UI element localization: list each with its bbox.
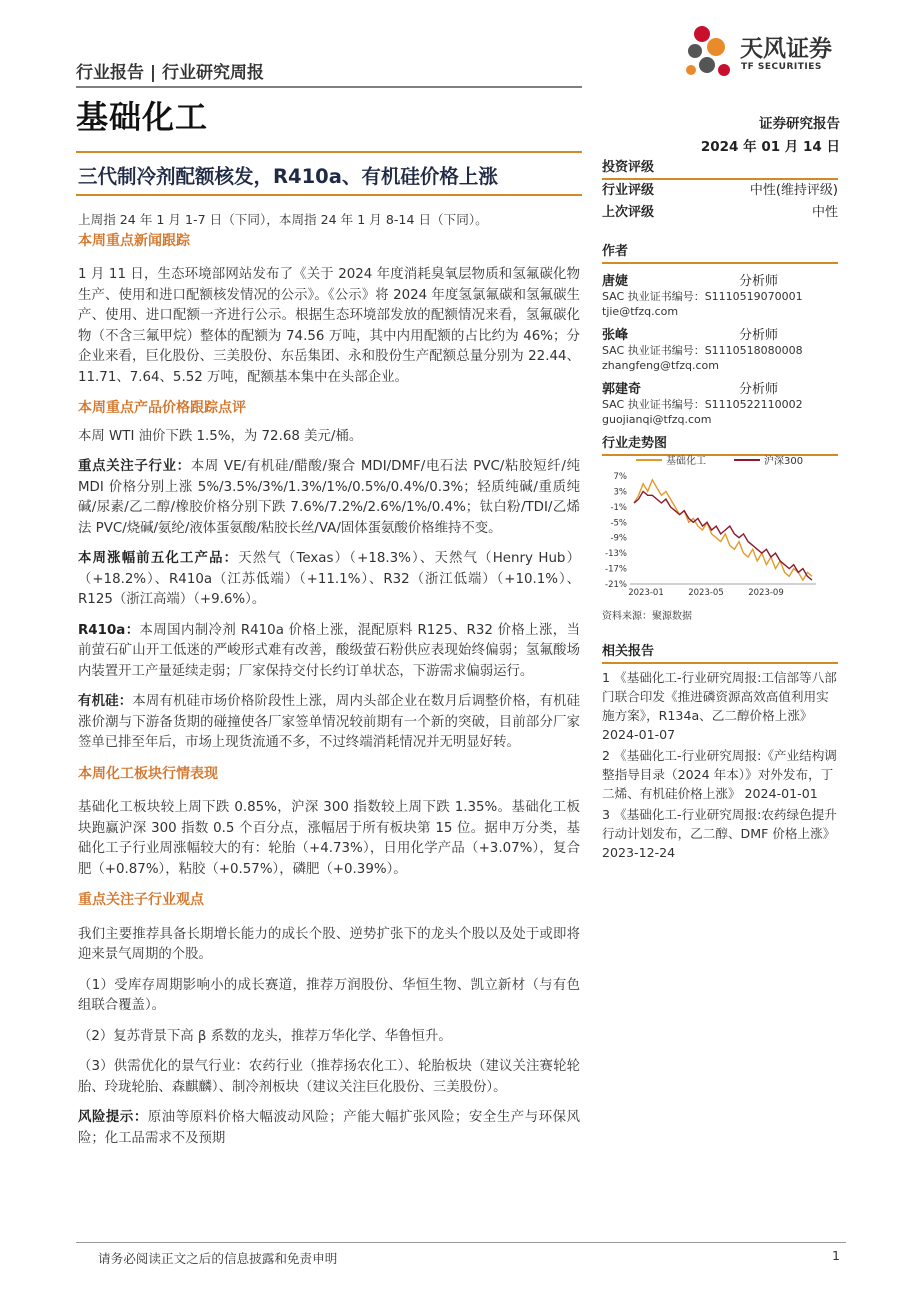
rating-industry-row xyxy=(602,180,838,202)
market-paragraph: 基础化工板块较上周下跌 0.85%，沪深 300 指数较上周下跌 1.35%。基础化工板块跑赢沪深 300 指数 0.5 个百分点，涨幅居于所有板块第 15 位。据申万分类，基础化工子行业周涨幅较大的有：轮胎（+4.73%），日用化学产品（+3.07%），复合肥（+0.87%），粘胶（+0.57%），磷肥（+0.39%）。 xyxy=(78,800,580,877)
y-tick-label: -5% xyxy=(610,518,627,529)
silicone-label: 有机硅： xyxy=(78,694,133,709)
authors-box xyxy=(602,240,838,427)
related-report-item[interactable]: 3 《基础化工-行业研究周报:农药绿色提升行动计划发布，乙二醇、DMF 价格上涨》 2023-12-24 xyxy=(602,806,837,860)
rating-prev-label: 上次评级 xyxy=(602,204,655,220)
x-tick-label: 2023-01 xyxy=(628,588,664,598)
headline-rule-top xyxy=(76,151,582,153)
rating-title: 投资评级 xyxy=(602,160,655,175)
legend-label: 沪深300 xyxy=(764,456,804,467)
risk-text: 原油等原料价格大幅波动风险；产能大幅扩张风险；安全生产与环保风险；化工品需求不及预期 xyxy=(78,1110,581,1146)
report-date: 2024 年 01 月 14 日 xyxy=(700,139,840,155)
chart-source: 资料来源：聚源数据 xyxy=(602,611,692,622)
page-number: 1 xyxy=(832,1248,841,1263)
y-tick-label: -17% xyxy=(605,564,627,575)
author-card xyxy=(602,324,838,373)
rating-box xyxy=(602,156,838,224)
author-email[interactable]: zhangfeng@tfzq.com xyxy=(602,358,719,372)
legend-label: 基础化工 xyxy=(666,456,706,467)
author-role: 分析师 xyxy=(738,327,778,343)
rating-industry-value: 中性(维持评级) xyxy=(749,182,838,198)
author-email[interactable]: tjie@tfzq.com xyxy=(602,304,679,318)
r410a-paragraph xyxy=(78,621,580,683)
focus-text: 本周 VE/有机硅/醋酸/聚合 MDI/DMF/电石法 PVC/粘胶短纤/纯 MDI 价格分别上涨 5%/3.5%/3%/1.3%/1%/0.5%/0.4%/0.3%；轻质纯碱/重质纯碱/尿素/乙二醇/橡胶价格分别下跌 7.6%/7.2%/2.6%/1%/0.4%；钛白粉/TDI/乙烯法 PVC/烧碱/氨纶/液体蛋氨酸/粘胶长丝/VA/固体蛋氨酸价格维持不变。 xyxy=(78,459,581,536)
author-cert: SAC 执业证书编号：S1110518080008 xyxy=(602,343,803,357)
y-tick-label: -1% xyxy=(610,502,627,513)
rating-prev-value: 中性 xyxy=(811,204,838,220)
silicone-paragraph xyxy=(78,692,580,754)
report-type: 行业报告 | 行业研究周报 xyxy=(76,63,265,83)
r410a-text: 本周国内制冷剂 R410a 价格上涨，混配原料 R125、R32 价格上涨，当前萤石矿山开工低迷的严峻形式难有改善，酸级萤石粉供应表现始终偏弱；氢氟酸场内装置开工产量延续走弱；厂家保持交付长约订单状态，下游需求偏弱运行。 xyxy=(78,622,580,679)
footer-divider xyxy=(76,1242,846,1243)
focus-label: 重点关注子行业： xyxy=(78,459,191,474)
focus-subsector-paragraph xyxy=(78,457,580,539)
section-views: 重点关注子行业观点 xyxy=(78,892,204,908)
oil-paragraph: 本周 WTI 油价下跌 1.5%，为 72.68 美元/桶。 xyxy=(78,428,363,444)
related-report-item[interactable]: 1 《基础化工-行业研究周报:工信部等八部门联合印发《推进磷资源高效高值利用实施方案》，R134a、乙二醇价格上涨》 2024-01-07 xyxy=(602,669,837,742)
views-intro: 我们主要推荐具备长期增长能力的成长个股、逆势扩张下的龙头个股以及处于或即将迎来景气周期的个股。 xyxy=(78,926,580,962)
related-report-item[interactable]: 2 《基础化工-行业研究周报:《产业结构调整指导目录（2024 年本）》对外发布，丁二烯、有机硅价格上涨》 2024-01-01 xyxy=(602,747,837,801)
author-name: 张峰 xyxy=(602,327,629,343)
section-market: 本周化工板块行情表现 xyxy=(78,765,218,782)
news-paragraph: 1 月 11 日，生态环境部网站发布了《关于 2024 年度消耗臭氧层物质和氢氟碳化物生产、使用和进口配额核发情况的公示》。《公示》将 2024 年度氢氯氟碳和氢氟碳生产、使用、进口配额一齐进行公示。根据生态环境部发放的配额情况来看，氢氟碳化物（不含三氟甲烷）整体的配额为 74.56 万吨，其中内用配额的占比约为 46%；分企业来看，巨化股份、三美股份、东岳集团、永和股份生产配额总量分别为 22.44、11.71、7.64、5.52 万吨，配额基本集中在头部企业。 xyxy=(78,267,580,385)
author-cert: SAC 执业证书编号：S1110519070001 xyxy=(602,289,803,303)
top5-text: 天然气（Texas）（+18.3%）、天然气（Henry Hub）（+18.2%）、R410a（江苏低端）（+11.1%）、R32（浙江低端）（+10.1%）、R125（浙江高端）（+9.6%）。 xyxy=(78,551,580,607)
author-role: 分析师 xyxy=(738,273,778,289)
main-column xyxy=(78,210,580,1159)
related-box xyxy=(602,640,838,864)
rating-industry-label: 行业评级 xyxy=(602,182,655,198)
report-headline: 三代制冷剂配额核发，R410a、有机硅价格上涨 xyxy=(78,165,498,188)
author-role: 分析师 xyxy=(738,381,778,397)
author-name: 唐婕 xyxy=(602,273,629,289)
views-point-3: （3）供需优化的景气行业：农药行业（推荐扬农化工）、轮胎板块（建议关注赛轮轮胎、玲珑轮胎、森麒麟）、制冷剂板块（建议关注巨化股份、三美股份）。 xyxy=(78,1059,580,1095)
related-title: 相关报告 xyxy=(602,644,655,659)
views-point-2: （2）复苏背景下高 β 系数的龙头，推荐万华化学、华鲁恒升。 xyxy=(78,1028,452,1044)
brand-name-en: TF SECURITIES xyxy=(741,62,822,72)
risk-label: 风险提示： xyxy=(78,1110,148,1125)
y-tick-label: -13% xyxy=(605,549,627,560)
authors-rule xyxy=(602,262,838,264)
header-divider xyxy=(76,86,582,88)
author-cert: SAC 执业证书编号：S1110522110002 xyxy=(602,397,803,411)
y-tick-label: -21% xyxy=(605,580,627,590)
brand-name-cn: 天风证券 xyxy=(740,36,832,62)
report-kind: 证券研究报告 xyxy=(759,116,840,132)
r410a-label: R410a： xyxy=(78,622,140,638)
industry-title: 基础化工 xyxy=(76,98,209,136)
trend-title: 行业走势图 xyxy=(602,436,668,451)
author-card xyxy=(602,378,838,427)
related-rule xyxy=(602,662,838,664)
author-email[interactable]: guojianqi@tfzq.com xyxy=(602,412,712,426)
author-card xyxy=(602,270,838,319)
risk-paragraph xyxy=(78,1108,580,1149)
industry-trend-chart xyxy=(602,452,838,602)
section-prices: 本周重点产品价格跟踪点评 xyxy=(78,400,246,416)
headline-rule-bottom xyxy=(76,194,582,196)
authors-title: 作者 xyxy=(602,244,629,259)
rating-prev-row xyxy=(602,202,838,224)
y-tick-label: 7% xyxy=(613,472,627,482)
footer-disclaimer: 请务必阅读正文之后的信息披露和免责申明 xyxy=(98,1251,338,1266)
author-name: 郭建奇 xyxy=(602,381,642,397)
silicone-text: 本周有机硅市场价格阶段性上涨，周内头部企业在数月后调整价格，有机硅涨价潮与下游备货期的碰撞使各厂家签单情况较前期有一个新的突破，目前部分厂家签单已排至年后，市场上现货流通不多，不过终端消耗情况并无明显好转。 xyxy=(78,694,581,750)
y-tick-label: 3% xyxy=(613,487,627,498)
period-note: 上周指 24 年 1 月 1-7 日（下同），本周指 24 年 1 月 8-14 日（下同）。 xyxy=(78,212,488,227)
x-tick-label: 2023-09 xyxy=(748,588,784,598)
series-line xyxy=(634,491,812,580)
views-point-1: （1）受库存周期影响小的成长赛道，推荐万润股份、华恒生物、凯立新材（与有色组联合覆盖）。 xyxy=(78,977,580,1013)
top5-paragraph xyxy=(78,549,580,611)
top5-label: 本周涨幅前五化工产品： xyxy=(78,551,239,566)
y-tick-label: -9% xyxy=(610,533,627,544)
section-news: 本周重点新闻跟踪 xyxy=(78,232,190,249)
x-tick-label: 2023-05 xyxy=(688,588,724,598)
logo-mark-icon xyxy=(686,26,730,76)
